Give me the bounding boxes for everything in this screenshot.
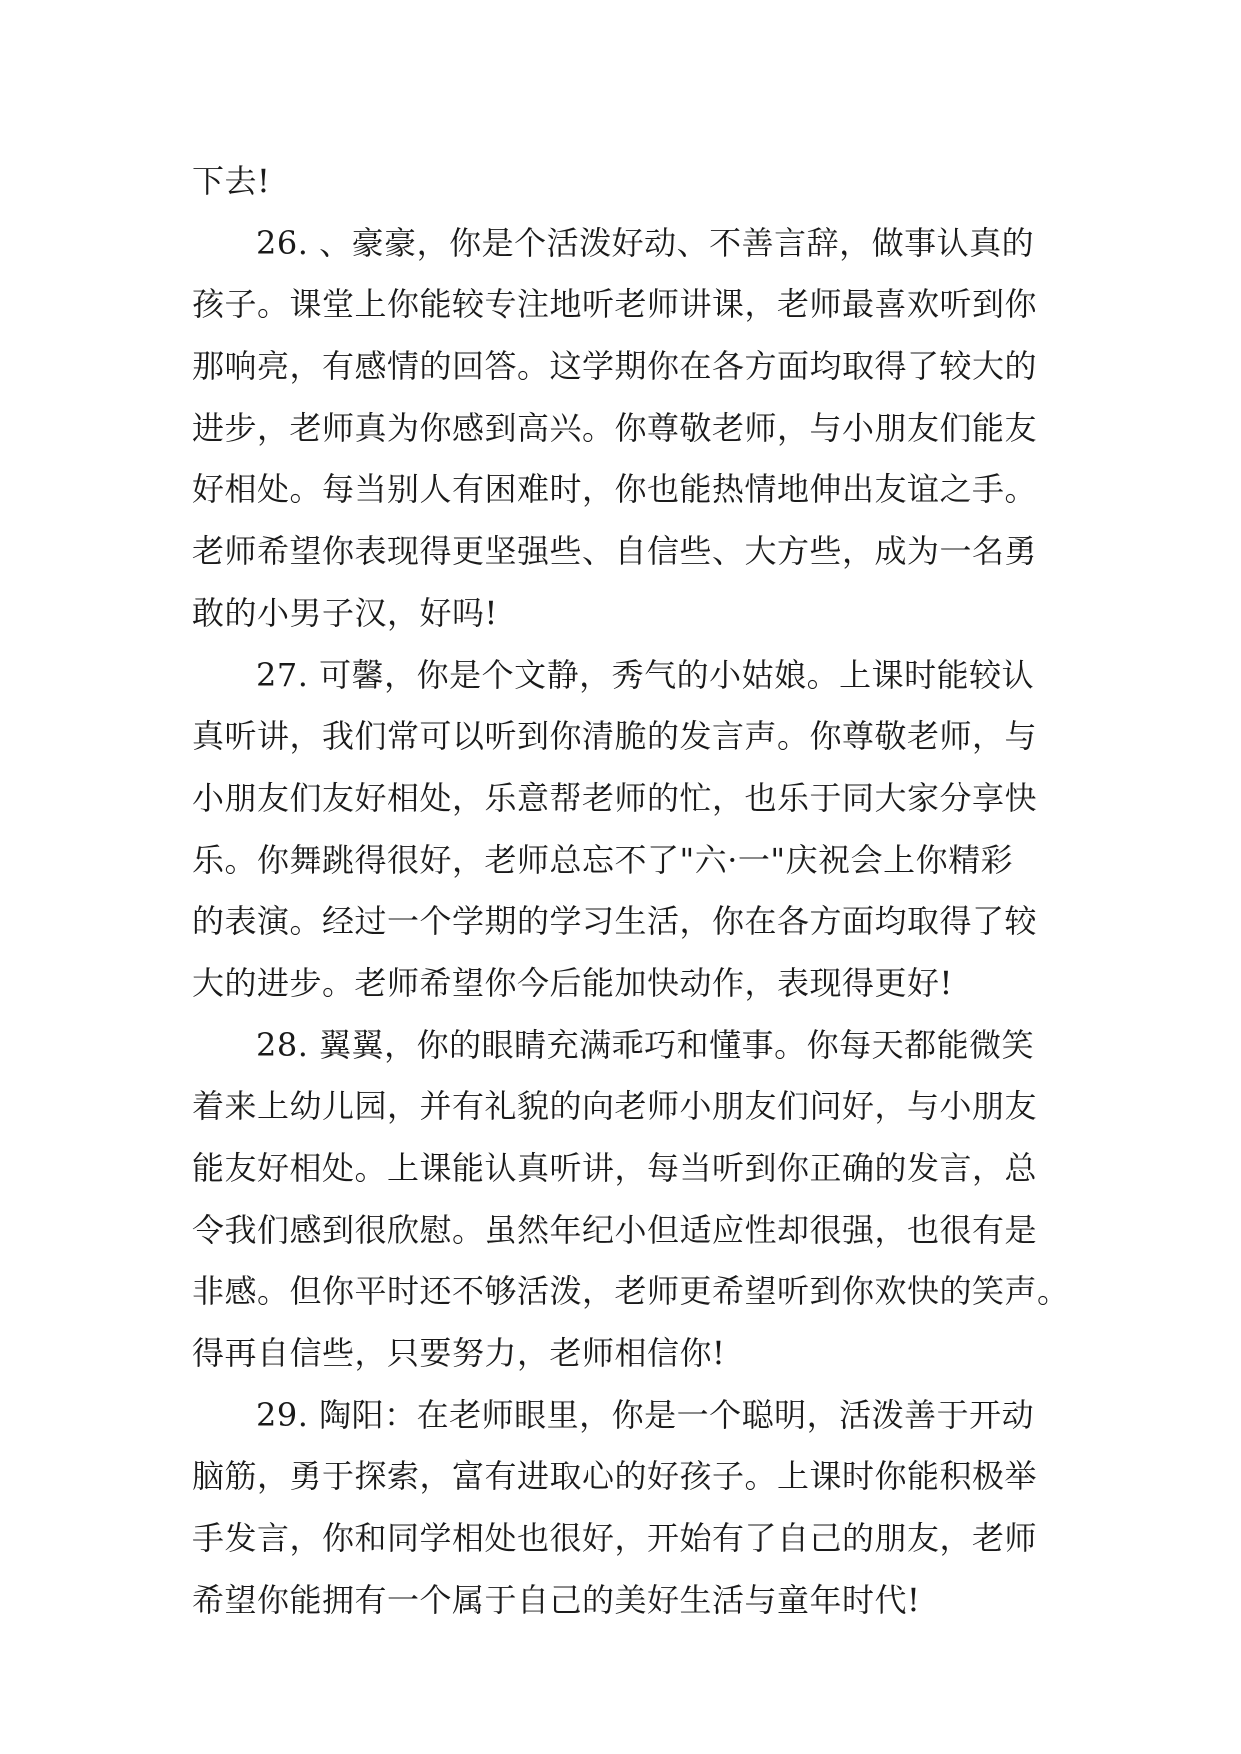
text-line: 孩子。课堂上你能较专注地听老师讲课，老师最喜欢听到你 (192, 285, 1038, 324)
text-line: 非感。但你平时还不够活泼，老师更希望听到你欢快的笑声。 (192, 1272, 1070, 1311)
text-line: 得再自信些，只要努力，老师相信你! (192, 1334, 726, 1373)
text-line: 大的进步。老师希望你今后能加快动作，表现得更好! (192, 963, 953, 1002)
text-line: 敢的小男子汉，好吗! (192, 593, 498, 632)
text-line: 28. 翼翼，你的眼睛充满乖巧和懂事。你每天都能微笑 (256, 1025, 1035, 1064)
text-line: 下去! (192, 162, 271, 200)
text-line: 进步，老师真为你感到高兴。你尊敬老师，与小朋友们能友 (192, 408, 1038, 447)
text-line: 手发言，你和同学相处也很好，开始有了自己的朋友，老师 (192, 1519, 1038, 1558)
text-line: 着来上幼儿园，并有礼貌的向老师小朋友们问好，与小朋友 (192, 1087, 1038, 1126)
text-line: 老师希望你表现得更坚强些、自信些、大方些，成为一名勇 (192, 532, 1038, 571)
document-body (192, 151, 1072, 1632)
text-line: 能友好相处。上课能认真听讲，每当听到你正确的发言，总 (192, 1149, 1038, 1187)
text-line: 29. 陶阳：在老师眼里，你是一个聪明，活泼善于开动 (256, 1395, 1035, 1434)
text-line: 真听讲，我们常可以听到你清脆的发言声。你尊敬老师，与 (192, 717, 1038, 756)
text-line: 希望你能拥有一个属于自己的美好生活与童年时代! (192, 1580, 921, 1619)
text-line: 小朋友们友好相处，乐意帮老师的忙，也乐于同大家分享快 (192, 778, 1038, 817)
text-line: 脑筋，勇于探索，富有进取心的好孩子。上课时你能积极举 (192, 1457, 1038, 1496)
text-line: 乐。你舞跳得很好，老师总忘不了"六·一"庆祝会上你精彩 (192, 840, 1014, 879)
text-line: 26. 、豪豪，你是个活泼好动、不善言辞，做事认真的 (256, 223, 1035, 262)
text-line: 的表演。经过一个学期的学习生活，你在各方面均取得了较 (192, 902, 1038, 941)
text-line: 好相处。每当别人有困难时，你也能热情地伸出友谊之手。 (192, 470, 1038, 509)
text-line: 27. 可馨，你是个文静，秀气的小姑娘。上课时能较认 (256, 655, 1035, 694)
text-line: 令我们感到很欣慰。虽然年纪小但适应性却很强，也很有是 (192, 1210, 1038, 1249)
text-line: 那响亮，有感情的回答。这学期你在各方面均取得了较大的 (192, 347, 1038, 386)
